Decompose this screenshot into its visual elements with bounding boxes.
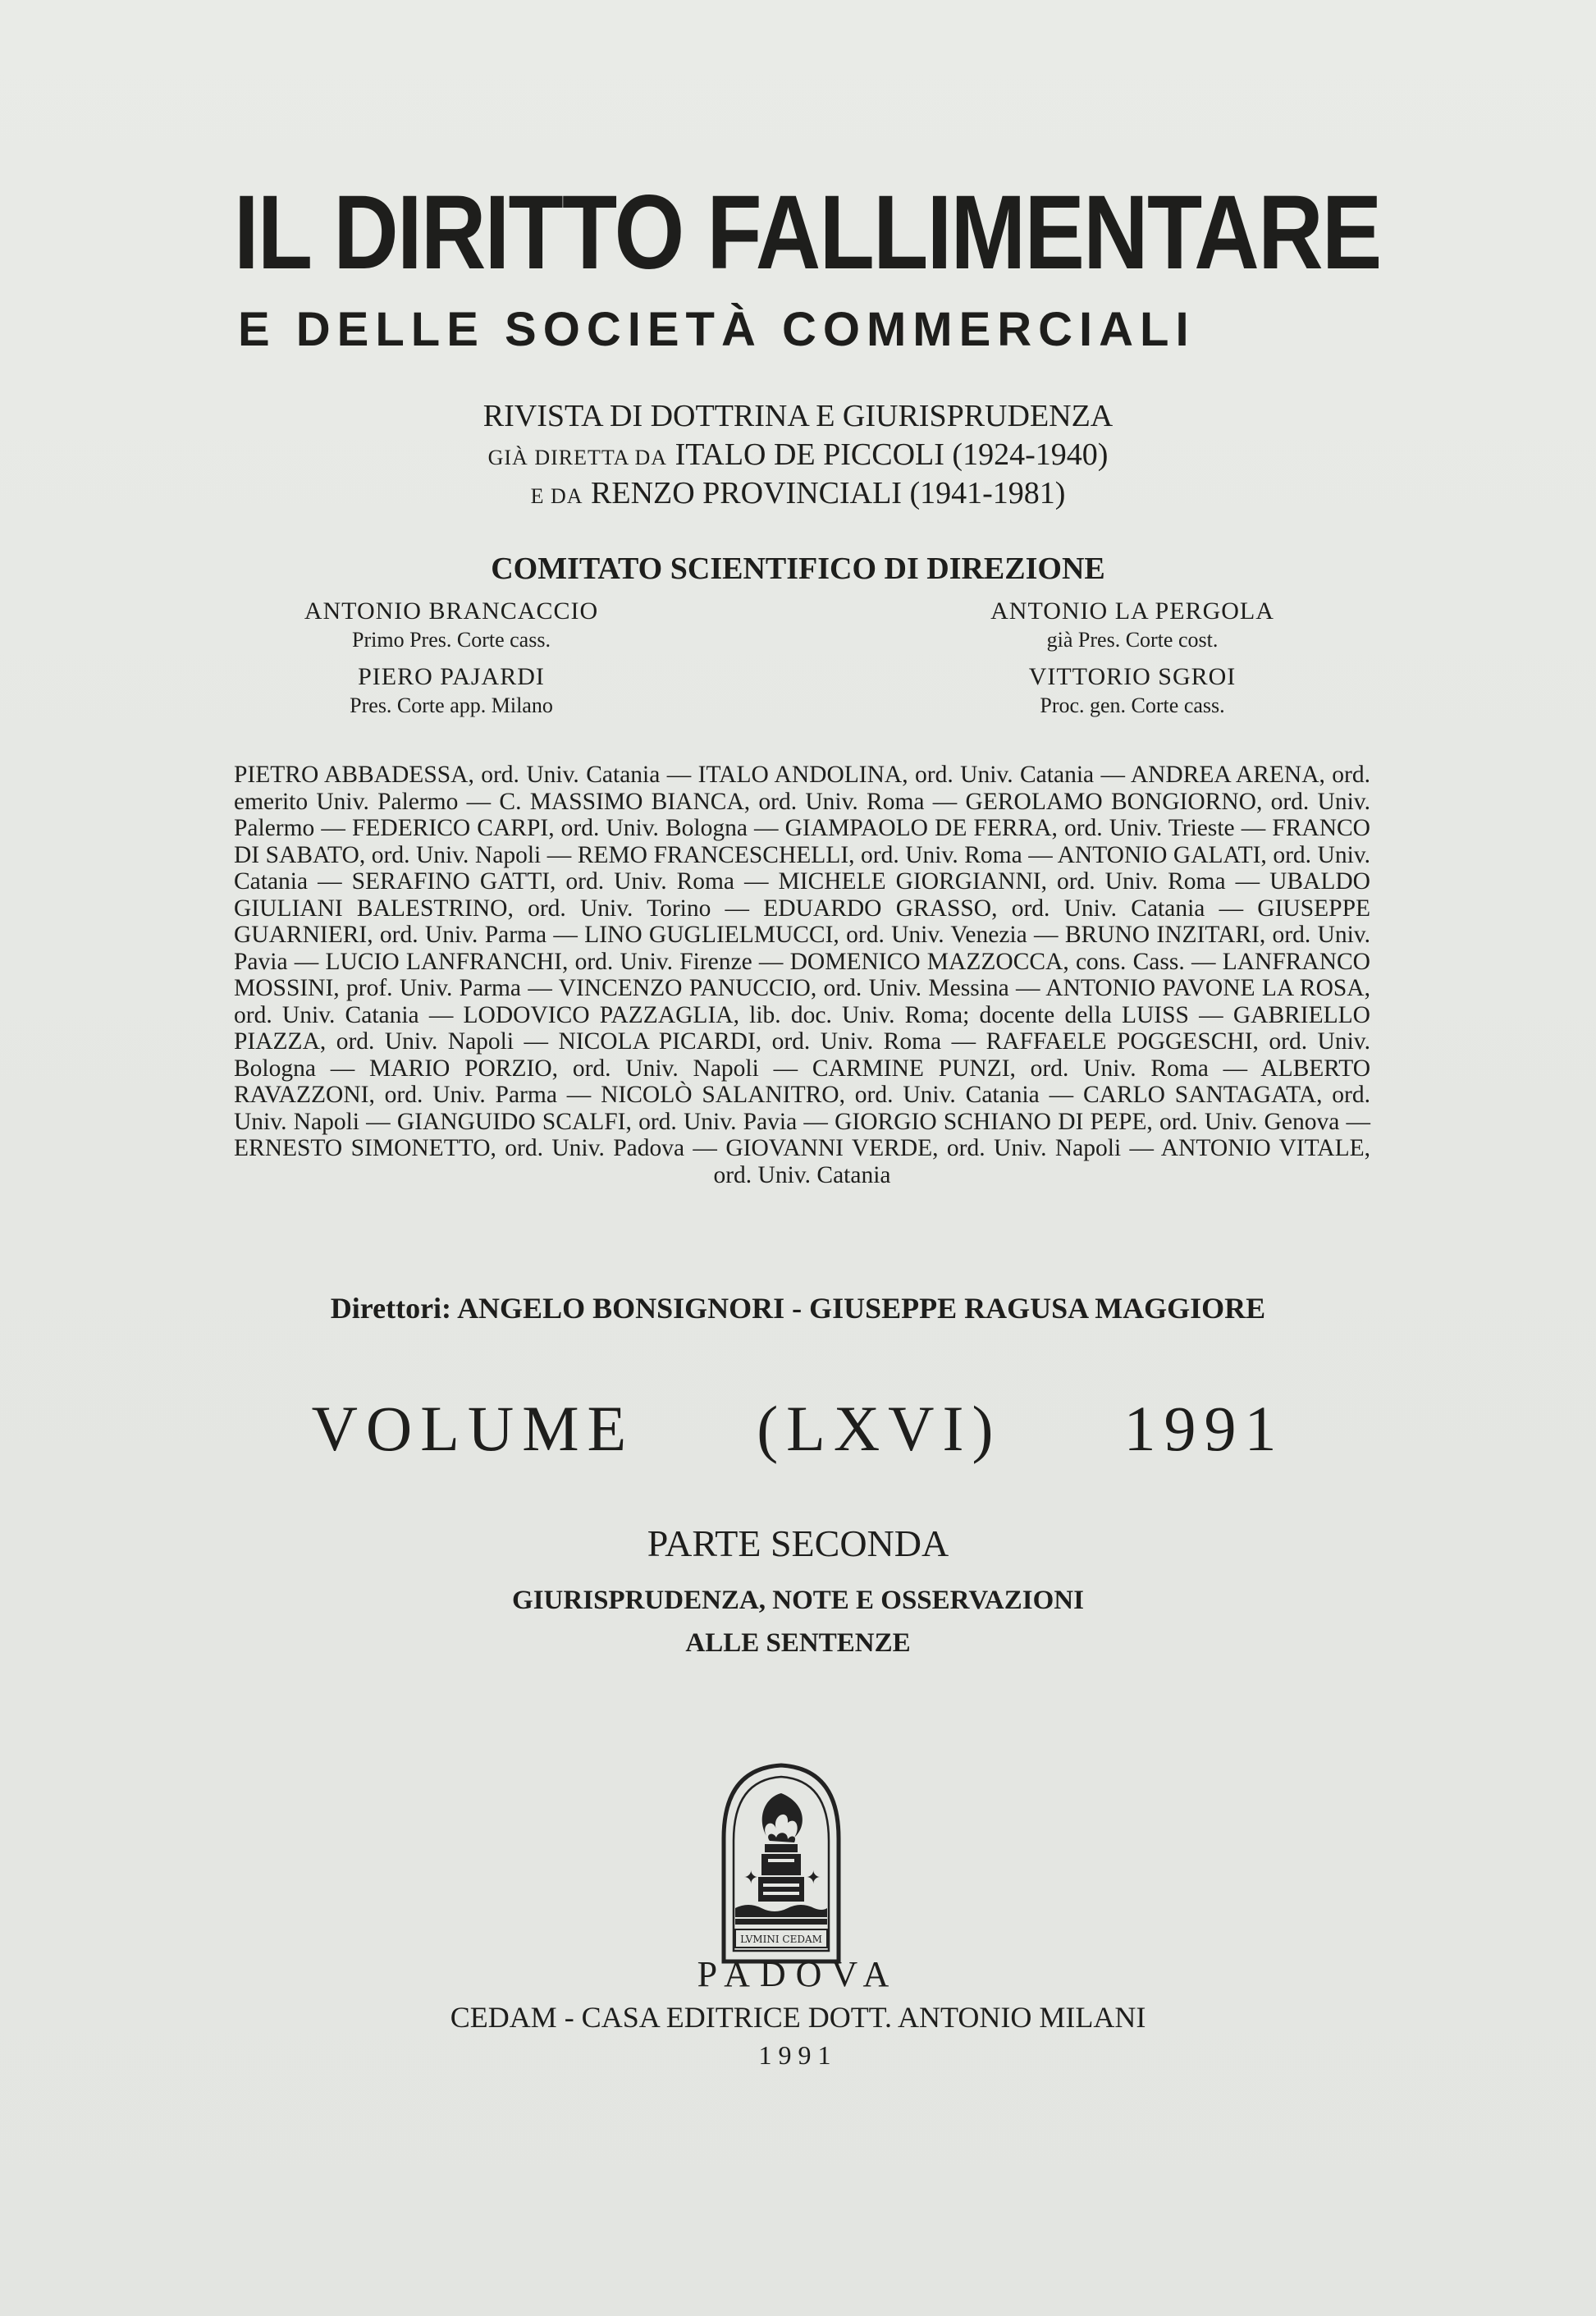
part-title: PARTE SECONDA bbox=[647, 1522, 949, 1564]
member-name: ANTONIO LA PERGOLA bbox=[990, 597, 1274, 625]
svg-text:✦: ✦ bbox=[743, 1868, 759, 1888]
history-line-2 bbox=[0, 474, 1596, 515]
committee-heading: COMITATO SCIENTIFICO DI DIREZIONE bbox=[491, 552, 1105, 586]
member-name: ANTONIO BRANCACCIO bbox=[304, 597, 599, 625]
history-prefix-2: E DA bbox=[530, 484, 583, 508]
svg-text:LVMINI CEDAM: LVMINI CEDAM bbox=[740, 1934, 822, 1945]
member-name: VITTORIO SGROI bbox=[1028, 663, 1237, 690]
publication-year: 1991 bbox=[758, 2040, 838, 2070]
history-line-1 bbox=[0, 436, 1596, 477]
contributors-list: PIETRO ABBADESSA, ord. Univ. Catania — ITALO ANDOLINA, ord. Univ. Catania — ANDREA ARENA, ord. emerito Univ. Palermo — C. MASSIMO BIANCA, ord. Univ. Roma — GEROLAMO BONGIORNO, ord. Univ. Palermo — FEDERICO CARPI, ord. Univ. Bologna — GIAMPAOLO DE FERRA, ord. Univ. Trieste — FRANCO DI SABATO, ord. Univ. Napoli — REMO FRANCESCHELLI, ord. Univ. Roma — ANTONIO GALATI, ord. Univ. Catania — SERAFINO GATTI, ord. Univ. Roma — MICHELE GIORGIANNI, ord. Univ. Roma — UBALDO GIULIANI BALESTRINO, ord. Univ. Torino — EDUARDO GRASSO, ord. Univ. Catania — GIUSEPPE GUARNIERI, ord. Univ. Parma — LINO GUGLIELMUCCI, ord. Univ. Venezia — BRUNO INZITARI, ord. Univ. Pavia — LUCIO LANFRANCHI, ord. Univ. Firenze — DOMENICO MAZZOCCA, cons. Cass. — LANFRANCO MOSSINI, prof. Univ. Parma — VINCENZO PANUCCIO, ord. Univ. Messina — ANTONIO PAVONE LA ROSA, ord. Univ. Catania — LODOVICO PAZZAGLIA, lib. doc. Univ. Roma; docente della LUISS — GABRIELLO PIAZZA, ord. Univ. Napoli — NICOLA PICARDI, ord. Univ. Roma — RAFFAELE POGGESCHI, ord. Univ. Bologna — MARIO PORZIO, ord. Univ. Napoli — CARMINE PUNZI, ord. Univ. Roma — ALBERTO RAVAZZONI, ord. Univ. Parma — NICOLÒ SALANITRO, ord. Univ. Catania — CARLO SANTAGATA, ord. Univ. Napoli — GIANGUIDO SCALFI, ord. Univ. Pavia — GIORGIO SCHIANO DI PEPE, ord. Univ. Genova — ERNESTO SIMONETTO, ord. Univ. Padova — GIOVANNI VERDE, ord. Univ. Napoli — ANTONIO VITALE, ord. Univ. Catania bbox=[234, 762, 1370, 1188]
committee-member bbox=[222, 596, 681, 653]
journal-tagline: RIVISTA DI DOTTRINA E GIURISPRUDENZA bbox=[482, 399, 1114, 433]
directors-line: Direttori: ANGELO BONSIGNORI - GIUSEPPE RAGUSA MAGGIORE bbox=[330, 1292, 1266, 1325]
publisher-emblem-icon bbox=[716, 1760, 847, 1966]
publisher-name: CEDAM - CASA EDITRICE DOTT. ANTONIO MILANI bbox=[450, 2001, 1146, 2034]
history-prefix-1: GIÀ DIRETTA DA bbox=[487, 446, 668, 469]
member-role: Proc. gen. Corte cass. bbox=[1040, 693, 1225, 717]
volume-year: 1991 bbox=[1123, 1393, 1285, 1464]
svg-text:✦: ✦ bbox=[806, 1868, 821, 1888]
committee-member bbox=[903, 661, 1362, 719]
volume-number: (LXVI) bbox=[757, 1393, 1002, 1464]
part-description-line-1: GIURISPRUDENZA, NOTE E OSSERVAZIONI bbox=[512, 1586, 1084, 1615]
history-text-1: ITALO DE PICCOLI (1924-1940) bbox=[675, 437, 1109, 472]
volume-label: VOLUME bbox=[311, 1393, 635, 1464]
publisher-city: PADOVA bbox=[697, 1954, 899, 1994]
member-role: Pres. Corte app. Milano bbox=[350, 693, 553, 717]
journal-title: IL DIRITTO FALLIMENTARE bbox=[234, 174, 1381, 291]
member-role: già Pres. Corte cost. bbox=[1046, 628, 1219, 652]
journal-subtitle: E DELLE SOCIETÀ COMMERCIALI bbox=[238, 303, 1196, 356]
committee-member bbox=[222, 661, 681, 719]
history-text-2: RENZO PROVINCIALI (1941-1981) bbox=[591, 476, 1066, 510]
member-role: Primo Pres. Corte cass. bbox=[352, 628, 551, 652]
committee-member bbox=[903, 596, 1362, 653]
member-name: PIERO PAJARDI bbox=[358, 663, 545, 690]
volume-line bbox=[0, 1392, 1596, 1466]
part-description-line-2: ALLE SENTENZE bbox=[685, 1628, 911, 1658]
